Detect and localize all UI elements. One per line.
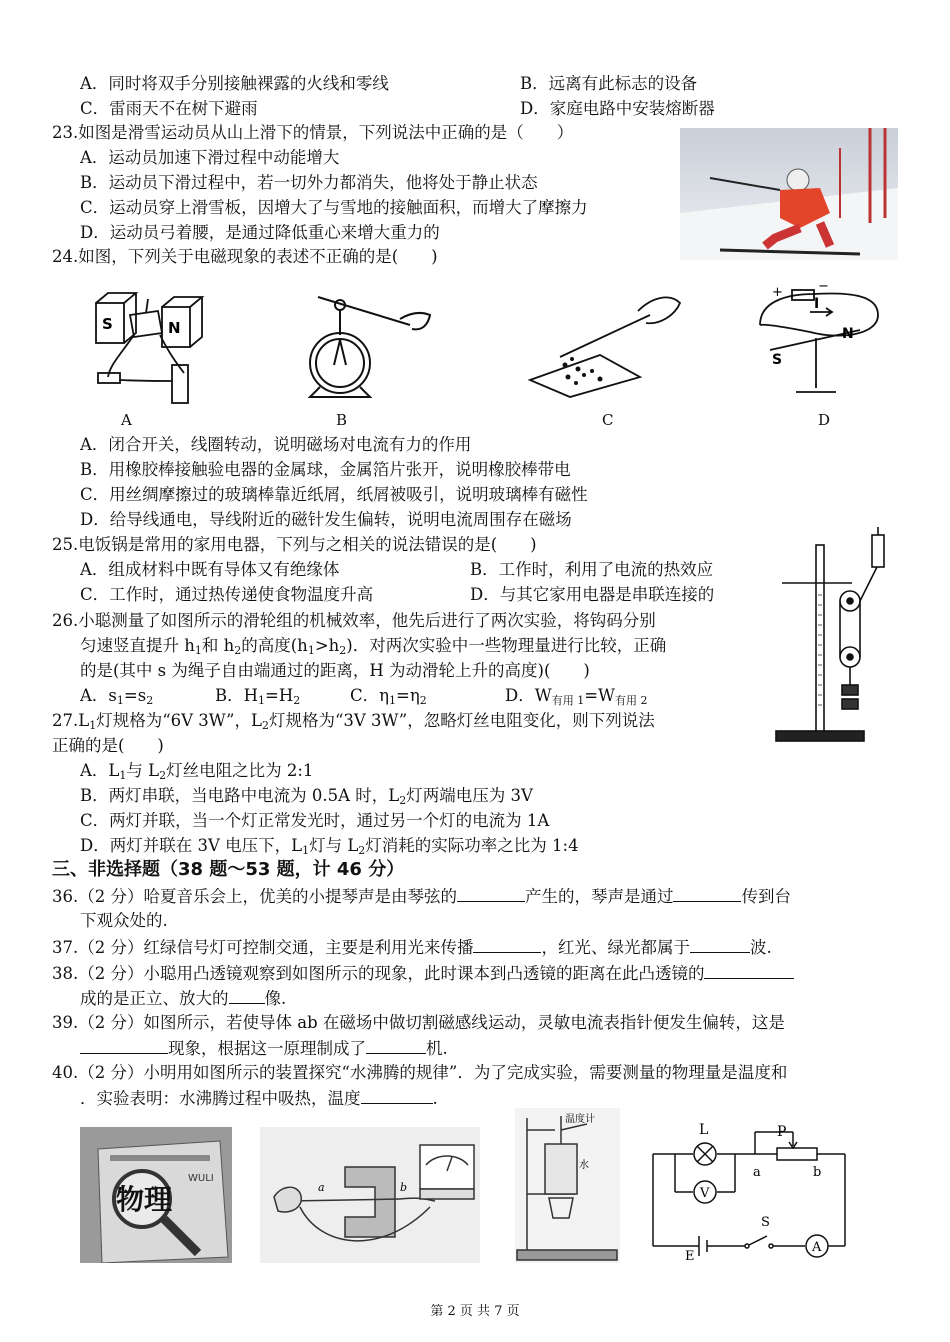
answer-blank[interactable]: [457, 884, 525, 902]
q23-option-a: A．运动员加速下滑过程中动能增大: [80, 148, 340, 167]
q24-figure-d-oersted: [750, 280, 885, 405]
q39-line1: 39.（2 分）如图所示，若使导体 ab 在磁场中做切割磁感线运动，灵敏电流表指针便发生偏转，这是: [52, 1013, 785, 1032]
q27-option-b: B．两灯串联，当电路中电流为 0.5A 时，$L_2$灯两端电压为 3V: [80, 786, 533, 807]
q24-label-c: C: [602, 411, 614, 429]
wire-b-label: b: [400, 1181, 408, 1194]
sub-2: 2: [339, 644, 347, 657]
q25-option-b: B．工作时，利用了电流的热效应: [470, 560, 714, 579]
q25-option-c: C．工作时，通过热传递使食物温度升高: [80, 585, 374, 604]
q26-line2-mid2: 的高度(h: [241, 636, 308, 655]
answer-blank[interactable]: [229, 986, 265, 1004]
q23-option-d: D．运动员弓着腰，是通过降低重心来增大重力的: [80, 223, 440, 242]
water-label: 水: [579, 1160, 589, 1171]
q22-option-d: D．家庭电路中安装熔断器: [520, 99, 715, 118]
wire-a-label: a: [318, 1181, 325, 1194]
battery-e-label: E: [685, 1249, 695, 1263]
boiling-water-apparatus: [515, 1108, 620, 1263]
q26-line2-gt: >h: [314, 636, 340, 655]
switch-s-label: S: [761, 1215, 770, 1230]
q26-option-b: B．$H_1=H_2$: [215, 686, 301, 707]
answer-blank[interactable]: [690, 935, 750, 953]
q27-option-c: C．两灯并联，当一个灯正常发光时，通过另一个灯的电流为 1A: [80, 811, 550, 830]
q37-line: 37.（2 分）红绿信号灯可控制交通，主要是利用光来传播 ，红光、绿光都属于 波.: [52, 935, 772, 960]
battery-plus-label: +: [772, 285, 783, 300]
q24-figure-a-motor: [90, 285, 210, 410]
q40-line2: ．实验表明：水沸腾过程中吸热，温度 .: [80, 1086, 438, 1111]
answer-blank[interactable]: [366, 1036, 426, 1054]
q24-option-b: B．用橡胶棒接触验电器的金属球，金属箔片张开，说明橡胶棒带电: [80, 460, 571, 479]
q26-line2-pre: 匀速竖直提升 h: [80, 636, 195, 655]
q26-line2-post: )．对两次实验中一些物理量进行比较，正确: [346, 636, 667, 655]
q26-line1: 26.小聪测量了如图所示的滑轮组的机械效率，他先后进行了两次实验，将钩码分别: [52, 611, 656, 630]
magnifier-book-photo: [80, 1127, 232, 1263]
battery-minus-label: −: [818, 280, 829, 294]
q23-option-b: B．运动员下滑过程中，若一切外力都消失，他将处于静止状态: [80, 173, 538, 192]
rheostat-a-label: a: [753, 1165, 761, 1180]
q26-line2-mid: 和 h: [201, 636, 235, 655]
thermometer-label: 温度计: [565, 1114, 595, 1125]
q24-figure-b-electroscope: [290, 285, 440, 405]
skier-photo: [680, 128, 898, 260]
q24-option-a: A．闭合开关，线圈转动，说明磁场对电流有力的作用: [80, 435, 472, 454]
q24-figure-c-glass-rod: [520, 285, 690, 400]
book-title: 物理: [116, 1183, 173, 1216]
q22-option-c: C．雷雨天不在树下避雨: [80, 99, 258, 118]
pulley-stand-figure: [772, 525, 892, 747]
answer-blank[interactable]: [673, 884, 741, 902]
q36-line2: 下观众处的.: [80, 911, 168, 930]
electromagnetic-induction-figure: [260, 1127, 480, 1263]
q27-line2: 正确的是( ): [52, 736, 164, 755]
answer-blank[interactable]: [704, 961, 794, 979]
needle-s-label: S: [772, 352, 783, 368]
q26-option-a: A．$s_1=s_2$: [80, 686, 154, 707]
magnet-n-label: N: [168, 319, 181, 337]
q39-line2: 现象，根据这一原理制成了 机.: [80, 1036, 448, 1061]
q26-line3: 的是(其中 s 为绳子自由端通过的距离，H 为动滑轮上升的高度)( ): [80, 661, 590, 680]
needle-n-label: N: [842, 326, 854, 342]
sub-2: 2: [234, 644, 242, 657]
answer-blank[interactable]: [361, 1086, 433, 1104]
q24-label-b: B: [336, 411, 348, 429]
q27-option-d: D．两灯并联在 3V 电压下，$L_1$灯与 $L_2$灯消耗的实际功率之比为 1:4: [80, 836, 579, 857]
book-corner: WULI: [188, 1173, 214, 1184]
answer-blank[interactable]: [473, 935, 541, 953]
voltmeter-label: V: [700, 1186, 710, 1201]
q26-option-d: D．$W_{有用 1}=W_{有用 2}$: [505, 686, 648, 707]
q24-option-d: D．给导线通电，导线附近的磁针发生偏转，说明电流周围存在磁场: [80, 510, 572, 529]
section-3-heading: 三、非选择题（38 题～53 题，计 46 分）: [52, 859, 405, 880]
q40-line1: 40.（2 分）小明用如图所示的装置探究“水沸腾的规律”．为了完成实验，需要测量的物理量是温度和: [52, 1063, 788, 1082]
sub-1: 1: [194, 644, 202, 657]
q22-option-a: A．同时将双手分别接触裸露的火线和零线: [80, 74, 389, 93]
q22-option-b: B．远离有此标志的设备: [520, 74, 698, 93]
current-i-label: I: [814, 296, 820, 312]
q38-line2: 成的是正立、放大的 像.: [80, 986, 286, 1011]
q27-option-a: A．$L_1$与 $L_2$灯丝电阻之比为 2:1: [80, 761, 314, 782]
q38-line1: 38.（2 分）小聪用凸透镜观察到如图所示的现象，此时课本到凸透镜的距离在此凸透镜的: [52, 961, 794, 986]
q27-line1: $27.L_1$灯规格为“6V 3W”，$L_2$灯规格为“3V 3W”，忽略灯丝电阻变化，则下列说法: [52, 711, 655, 732]
ammeter-label: A: [812, 1240, 822, 1255]
slider-p-label: P: [777, 1124, 787, 1140]
rheostat-b-label: b: [813, 1165, 822, 1180]
q24-stem: 24.如图，下列关于电磁现象的表述不正确的是( ): [52, 247, 438, 266]
answer-blank[interactable]: [80, 1036, 168, 1054]
q36-line1: 36.（2 分）哈夏音乐会上，优美的小提琴声是由琴弦的 产生的，琴声是通过 传到台: [52, 884, 791, 909]
q23-stem: 23.如图是滑雪运动员从山上滑下的情景，下列说法中正确的是（ ）: [52, 123, 574, 142]
q25-option-a: A．组成材料中既有导体又有绝缘体: [80, 560, 340, 579]
sub-1: 1: [307, 644, 315, 657]
q24-label-d: D: [818, 411, 831, 429]
q24-option-c: C．用丝绸摩擦过的玻璃棒靠近纸屑，纸屑被吸引，说明玻璃棒有磁性: [80, 485, 588, 504]
q23-option-c: C．运动员穿上滑雪板，因增大了与雪地的接触面积，而增大了摩擦力: [80, 198, 588, 217]
lamp-l-label: L: [699, 1122, 709, 1138]
page-footer: 第 2 页 共 7 页: [430, 1304, 520, 1319]
magnet-s-label: S: [102, 315, 113, 333]
q25-stem: 25.电饭锅是常用的家用电器，下列与之相关的说法错误的是( ): [52, 535, 537, 554]
q26-option-c: C．$\eta_1=\eta_2$: [350, 686, 427, 707]
q25-option-d: D．与其它家用电器是串联连接的: [470, 585, 715, 604]
circuit-diagram: [645, 1118, 860, 1263]
q24-label-a: A: [121, 411, 132, 429]
